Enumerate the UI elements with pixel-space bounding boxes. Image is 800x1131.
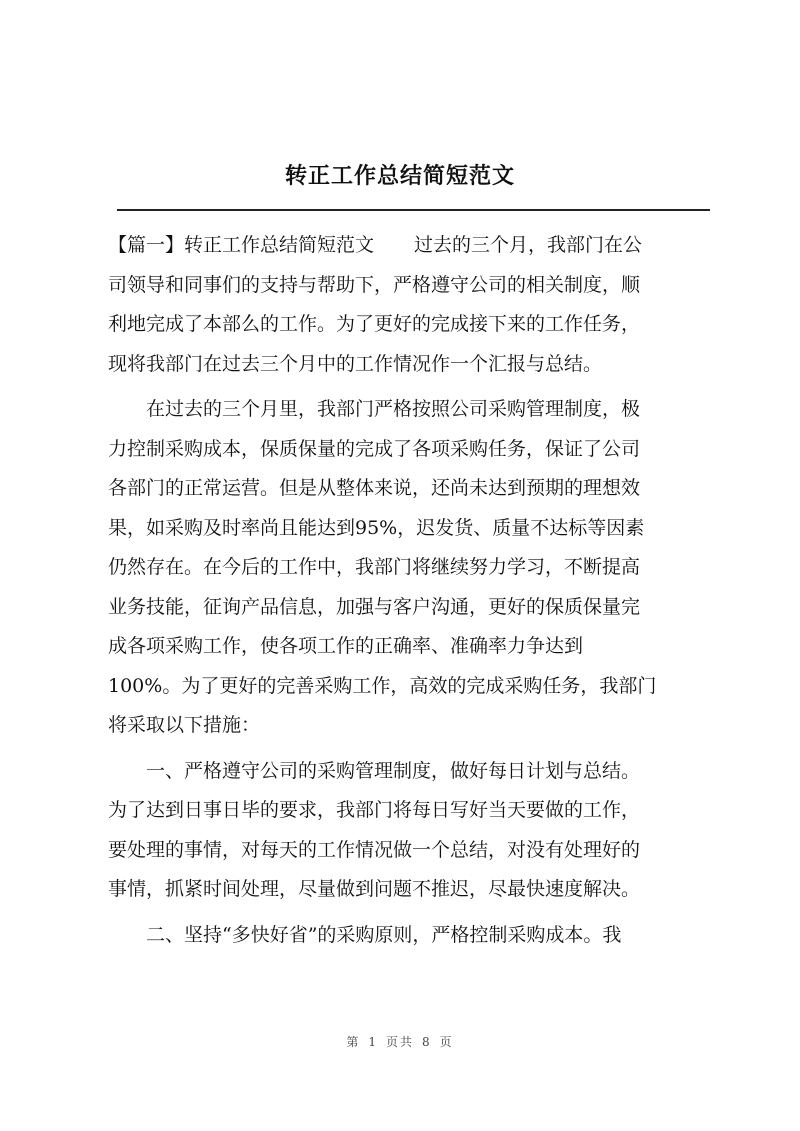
page-footer: [0, 1033, 800, 1050]
title-divider: [117, 209, 710, 211]
text-line: 二、坚持“多快好省”的采购原则，严格控制采购成本。我: [146, 923, 622, 946]
paragraph-1: [108, 226, 709, 384]
footer-middle: 页共: [385, 1035, 414, 1049]
footer-suffix: 页: [439, 1035, 454, 1049]
text-line: 仍然存在。在今后的工作中，我部门将继续努力学习，不断提高: [108, 556, 641, 578]
text-line: [108, 226, 709, 266]
text-line: 现将我部门在过去三个月中的工作情况作一个汇报与总结。: [108, 352, 603, 375]
text-line: 业务技能，征询产品信息，加强与客户沟通，更好的保质保量完: [108, 595, 641, 618]
text-line: 为了达到日事日毕的要求，我部门将每日写好当天要做的工作，: [108, 799, 641, 821]
paragraph-3: [108, 752, 709, 910]
text-line: 司领导和同事们的支持与帮助下，严格遵守公司的相关制度，顺: [108, 273, 641, 296]
document-title: 转正工作总结简短范文: [284, 163, 515, 189]
document-body: [108, 226, 709, 955]
total-pages: 8: [422, 1035, 432, 1049]
page-number: 1: [368, 1035, 378, 1049]
text-line: 100%。为了更好的完善采购工作，高效的完成采购任务，我部门: [108, 674, 657, 697]
section-heading: 【篇一】转正工作总结简短范文: [108, 234, 375, 256]
paragraph-2: [108, 390, 709, 746]
paragraph-4: [108, 916, 709, 956]
text-line: 果，如采购及时率尚且能达到95%，迟发货、质量不达标等因素: [108, 516, 645, 539]
text-line: 利地完成了本部么的工作。为了更好的完成接下来的工作任务，: [108, 313, 641, 335]
text-line: 一、严格遵守公司的采购管理制度，做好每日计划与总结。: [146, 759, 641, 782]
text-line: 各部门的正常运营。但是从整体来说，还尚未达到预期的理想效: [108, 477, 641, 499]
text-line: 要处理的事情，对每天的工作情况做一个总结，对没有处理好的: [108, 838, 641, 861]
text-line: 力控制采购成本，保质保量的完成了各项采购任务，保证了公司: [108, 437, 641, 460]
text-line: 成各项采购工作，使各项工作的正确率、准确率力争达到: [108, 635, 584, 657]
text-segment: 过去的三个月，我部门在公: [414, 234, 643, 256]
text-line: 事情，抓紧时间处理，尽量做到问题不推迟，尽最快速度解决。: [108, 878, 641, 900]
footer-prefix: 第: [346, 1035, 361, 1049]
text-line: 在过去的三个月里，我部门严格按照公司采购管理制度，极: [146, 398, 641, 420]
text-line: 将采取以下措施：: [108, 714, 261, 736]
